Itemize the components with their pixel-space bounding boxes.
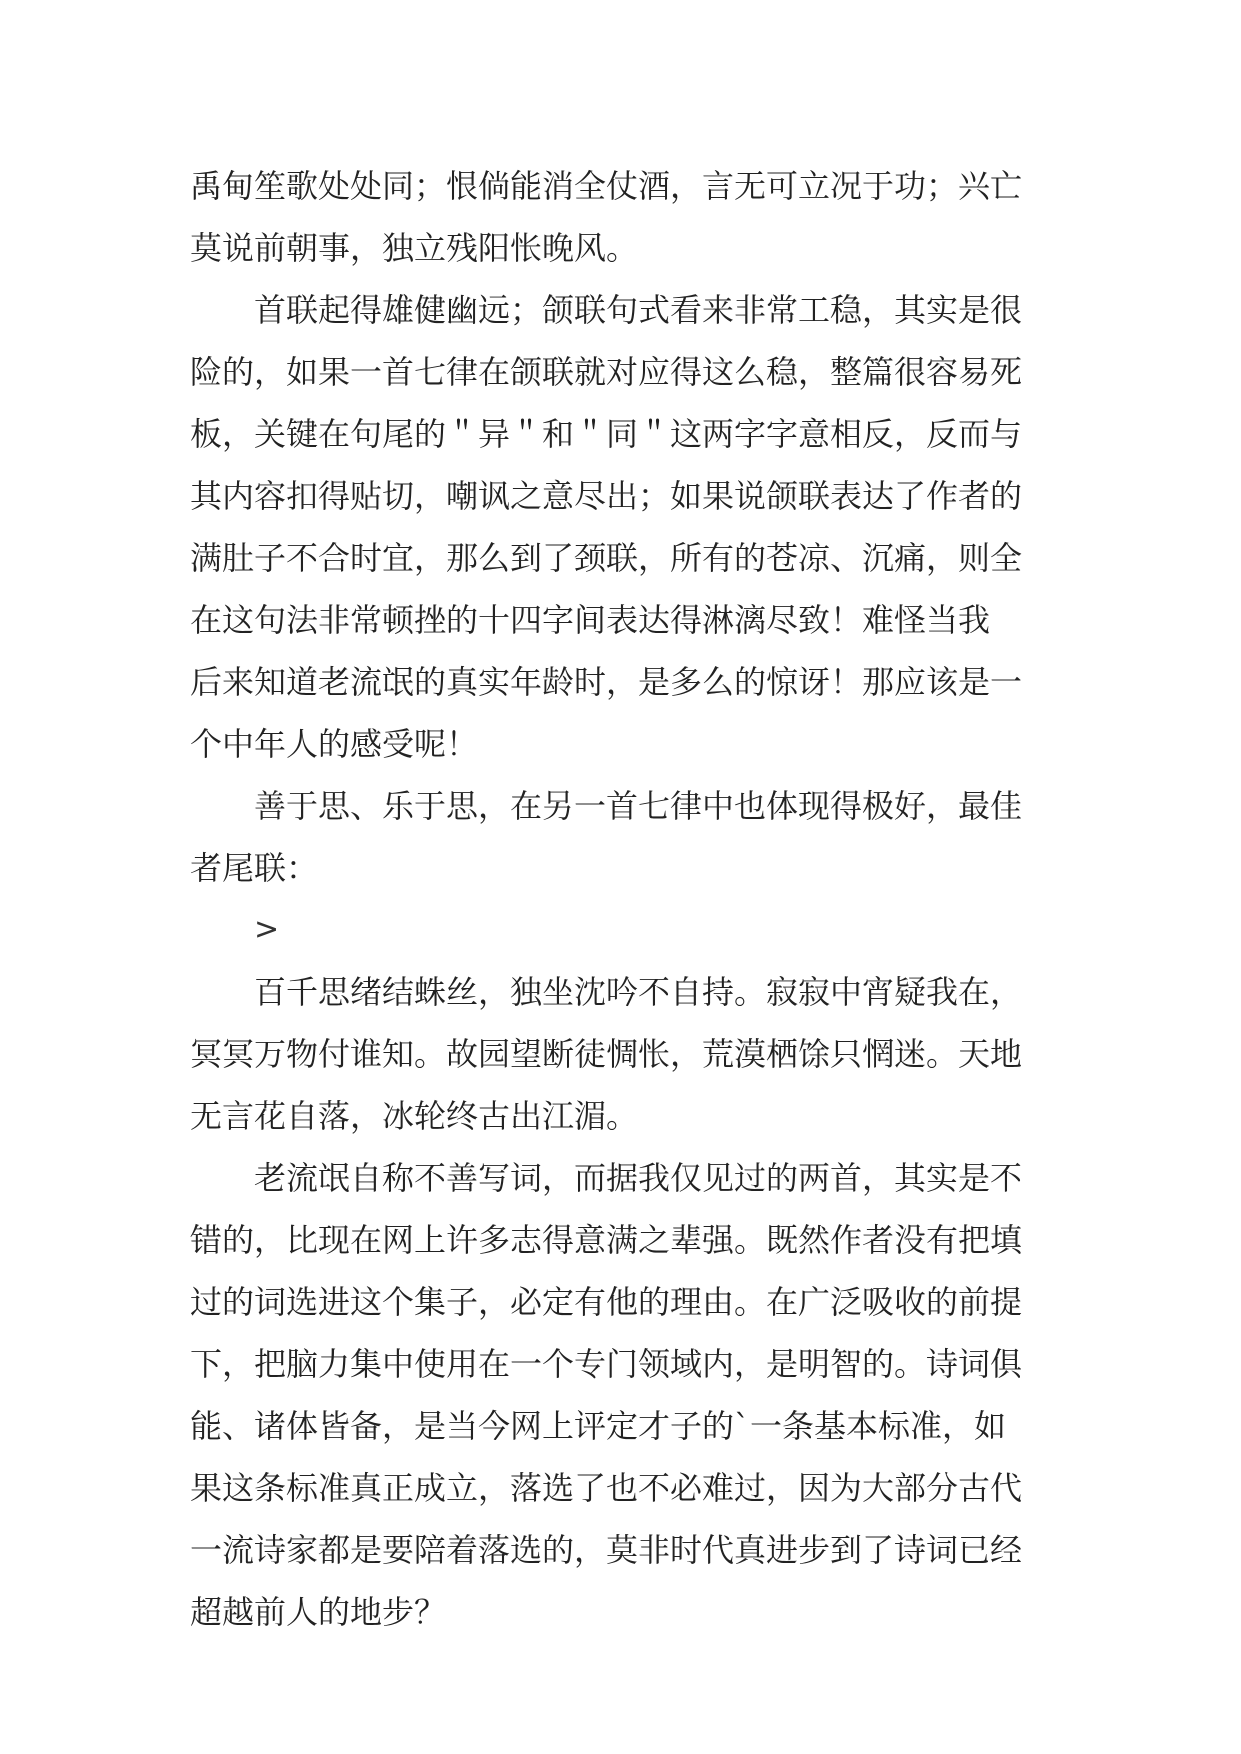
text-line: 个中年人的感受呢！ [190,725,479,763]
text-line: 过的词选进这个集子，必定有他的理由。在广泛吸收的前提 [190,1283,1023,1321]
quote-marker: > [254,912,280,947]
text-line: 能、诸体皆备，是当今网上评定才子的`一条基本标准，如 [190,1407,1007,1445]
text-line: 超越前人的地步？ [190,1593,447,1631]
text-line: 莫说前朝事，独立残阳怅晚风。 [190,229,639,267]
paragraph-start-line: 善于思、乐于思，在另一首七律中也体现得极好，最佳 [254,787,1023,825]
text-line: 下，把脑力集中使用在一个专门领域内，是明智的。诗词俱 [190,1345,1023,1383]
poem-line: 无言花自落，冰轮终古出江湄。 [190,1097,639,1135]
text-line: 板，关键在句尾的＂异＂和＂同＂这两字字意相反，反而与 [190,415,1023,453]
text-line: 在这句法非常顿挫的十四字间表达得淋漓尽致！难怪当我 [190,601,991,639]
body-text [190,155,1051,1643]
text-line: 者尾联： [190,849,319,887]
paragraph-start-line: 老流氓自称不善写词，而据我仅见过的两首，其实是不 [254,1159,1023,1197]
text-line: 险的，如果一首七律在颌联就对应得这么稳，整篇很容易死 [190,353,1023,391]
text-line: 满肚子不合时宜，那么到了颈联，所有的苍凉、沉痛，则全 [190,539,1023,577]
poem-start-line: 百千思绪结蛛丝，独坐沈吟不自持。寂寂中宵疑我在， [254,973,1023,1011]
text-line: 错的，比现在网上许多志得意满之辈强。既然作者没有把填 [190,1221,1023,1259]
text-line: 果这条标准真正成立，落选了也不必难过，因为大部分古代 [190,1469,1023,1507]
paragraph-start-line: 首联起得雄健幽远；颌联句式看来非常工稳，其实是很 [254,291,1023,329]
poem-line: 冥冥万物付谁知。故园望断徒惆怅，荒漠栖馀只惘迷。天地 [190,1035,1023,1073]
text-line: 后来知道老流氓的真实年龄时，是多么的惊讶！那应该是一 [190,663,1023,701]
text-line: 禹甸笙歌处处同；恨倘能消全仗酒，言无可立况于功；兴亡 [190,167,1023,205]
text-line: 一流诗家都是要陪着落选的，莫非时代真进步到了诗词已经 [190,1531,1023,1569]
text-line: 其内容扣得贴切，嘲讽之意尽出；如果说颌联表达了作者的 [190,477,1023,515]
